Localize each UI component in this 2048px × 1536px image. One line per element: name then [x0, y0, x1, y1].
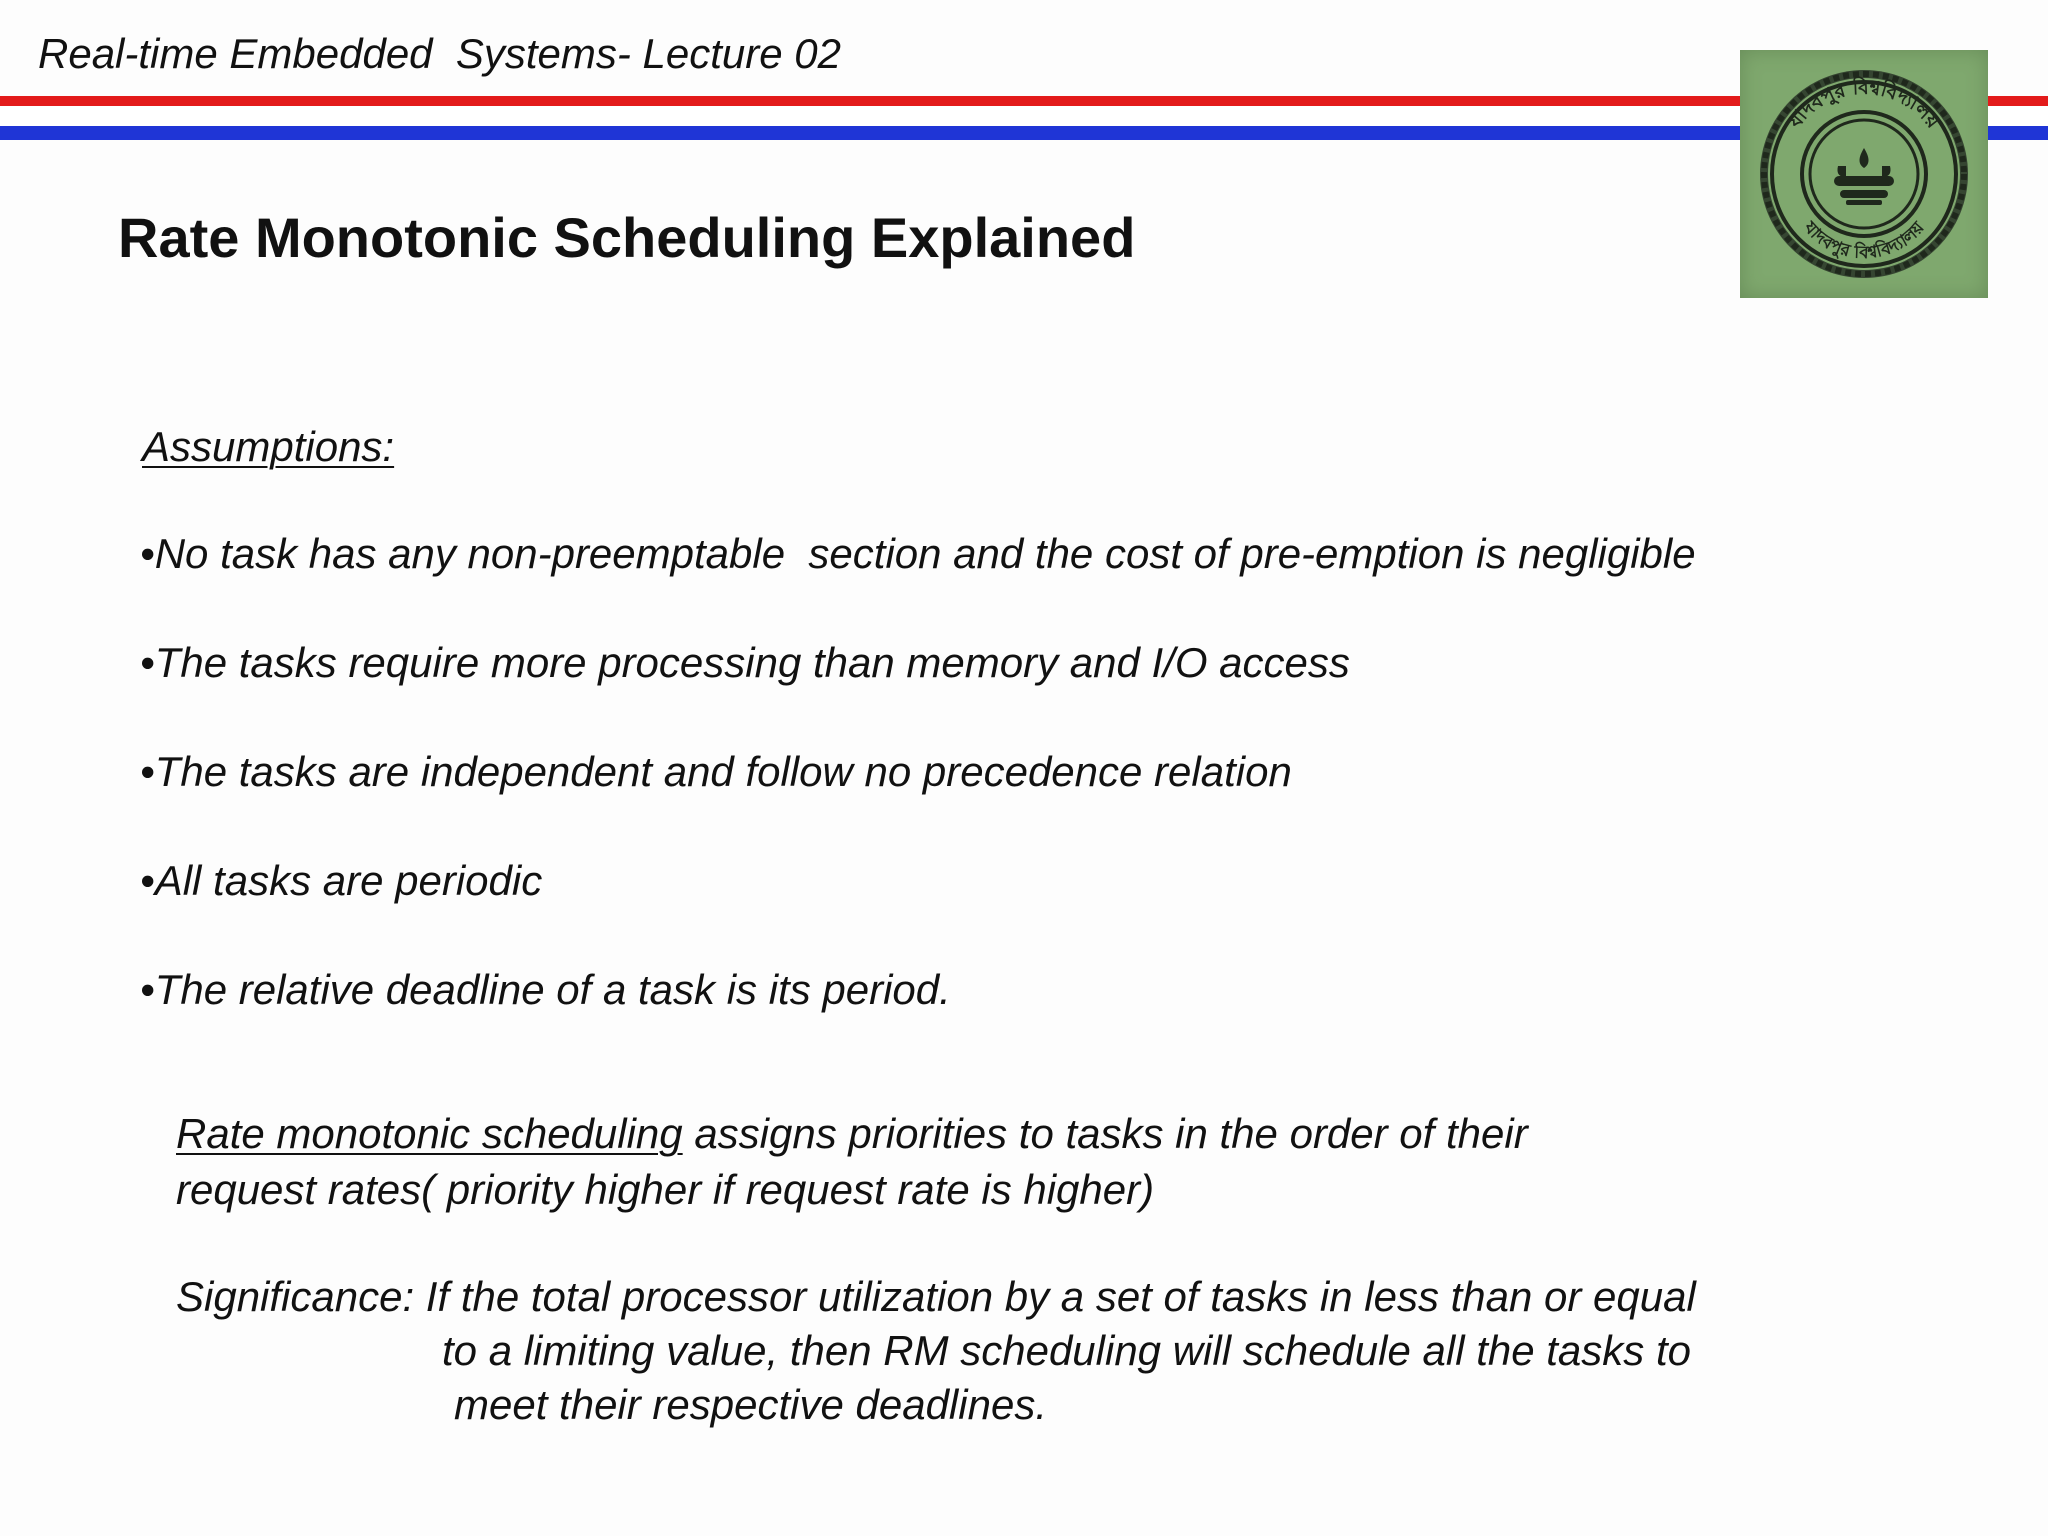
rm-term: Rate monotonic scheduling — [176, 1110, 683, 1157]
rm-definition — [176, 1106, 1528, 1218]
significance-paragraph — [176, 1270, 1696, 1432]
svg-text:যাদবপুর বিশ্ববিদ্যালয়: যাদবপুর বিশ্ববিদ্যালয় — [1799, 218, 1929, 264]
rm-definition-text: assigns priorities to tasks in the order of their — [682, 1110, 1528, 1157]
course-title: Real-time Embedded Systems- Lecture 02 — [38, 30, 842, 77]
slide-title: Rate Monotonic Scheduling Explained — [118, 206, 1136, 269]
significance-line-3: meet their respective deadlines. — [454, 1381, 1047, 1428]
rm-definition-line-1 — [176, 1106, 1528, 1162]
list-item: •The tasks are independent and follow no precedence relation — [140, 748, 1292, 795]
significance-line-2: to a limiting value, then RM scheduling will schedule all the tasks to — [442, 1327, 1691, 1374]
university-seal-icon — [1740, 50, 1988, 298]
rm-definition-line-2: request rates( priority higher if request rate is higher) — [176, 1166, 1155, 1213]
university-seal-logo — [1740, 50, 1988, 298]
assumptions-heading: Assumptions: — [142, 423, 395, 470]
assumptions-list — [140, 530, 1696, 1075]
svg-text:যাদবপুর বিশ্ববিদ্যালয়: যাদবপুর বিশ্ববিদ্যালয় — [1784, 76, 1944, 133]
list-item: •All tasks are periodic — [140, 857, 543, 904]
list-item: •The relative deadline of a task is its period. — [140, 966, 951, 1013]
significance-line-1: Significance: If the total processor utilization by a set of tasks in less than or equal — [176, 1273, 1696, 1320]
list-item: •No task has any non-preemptable section and the cost of pre-emption is negligible — [140, 530, 1696, 577]
list-item: •The tasks require more processing than memory and I/O access — [140, 639, 1350, 686]
